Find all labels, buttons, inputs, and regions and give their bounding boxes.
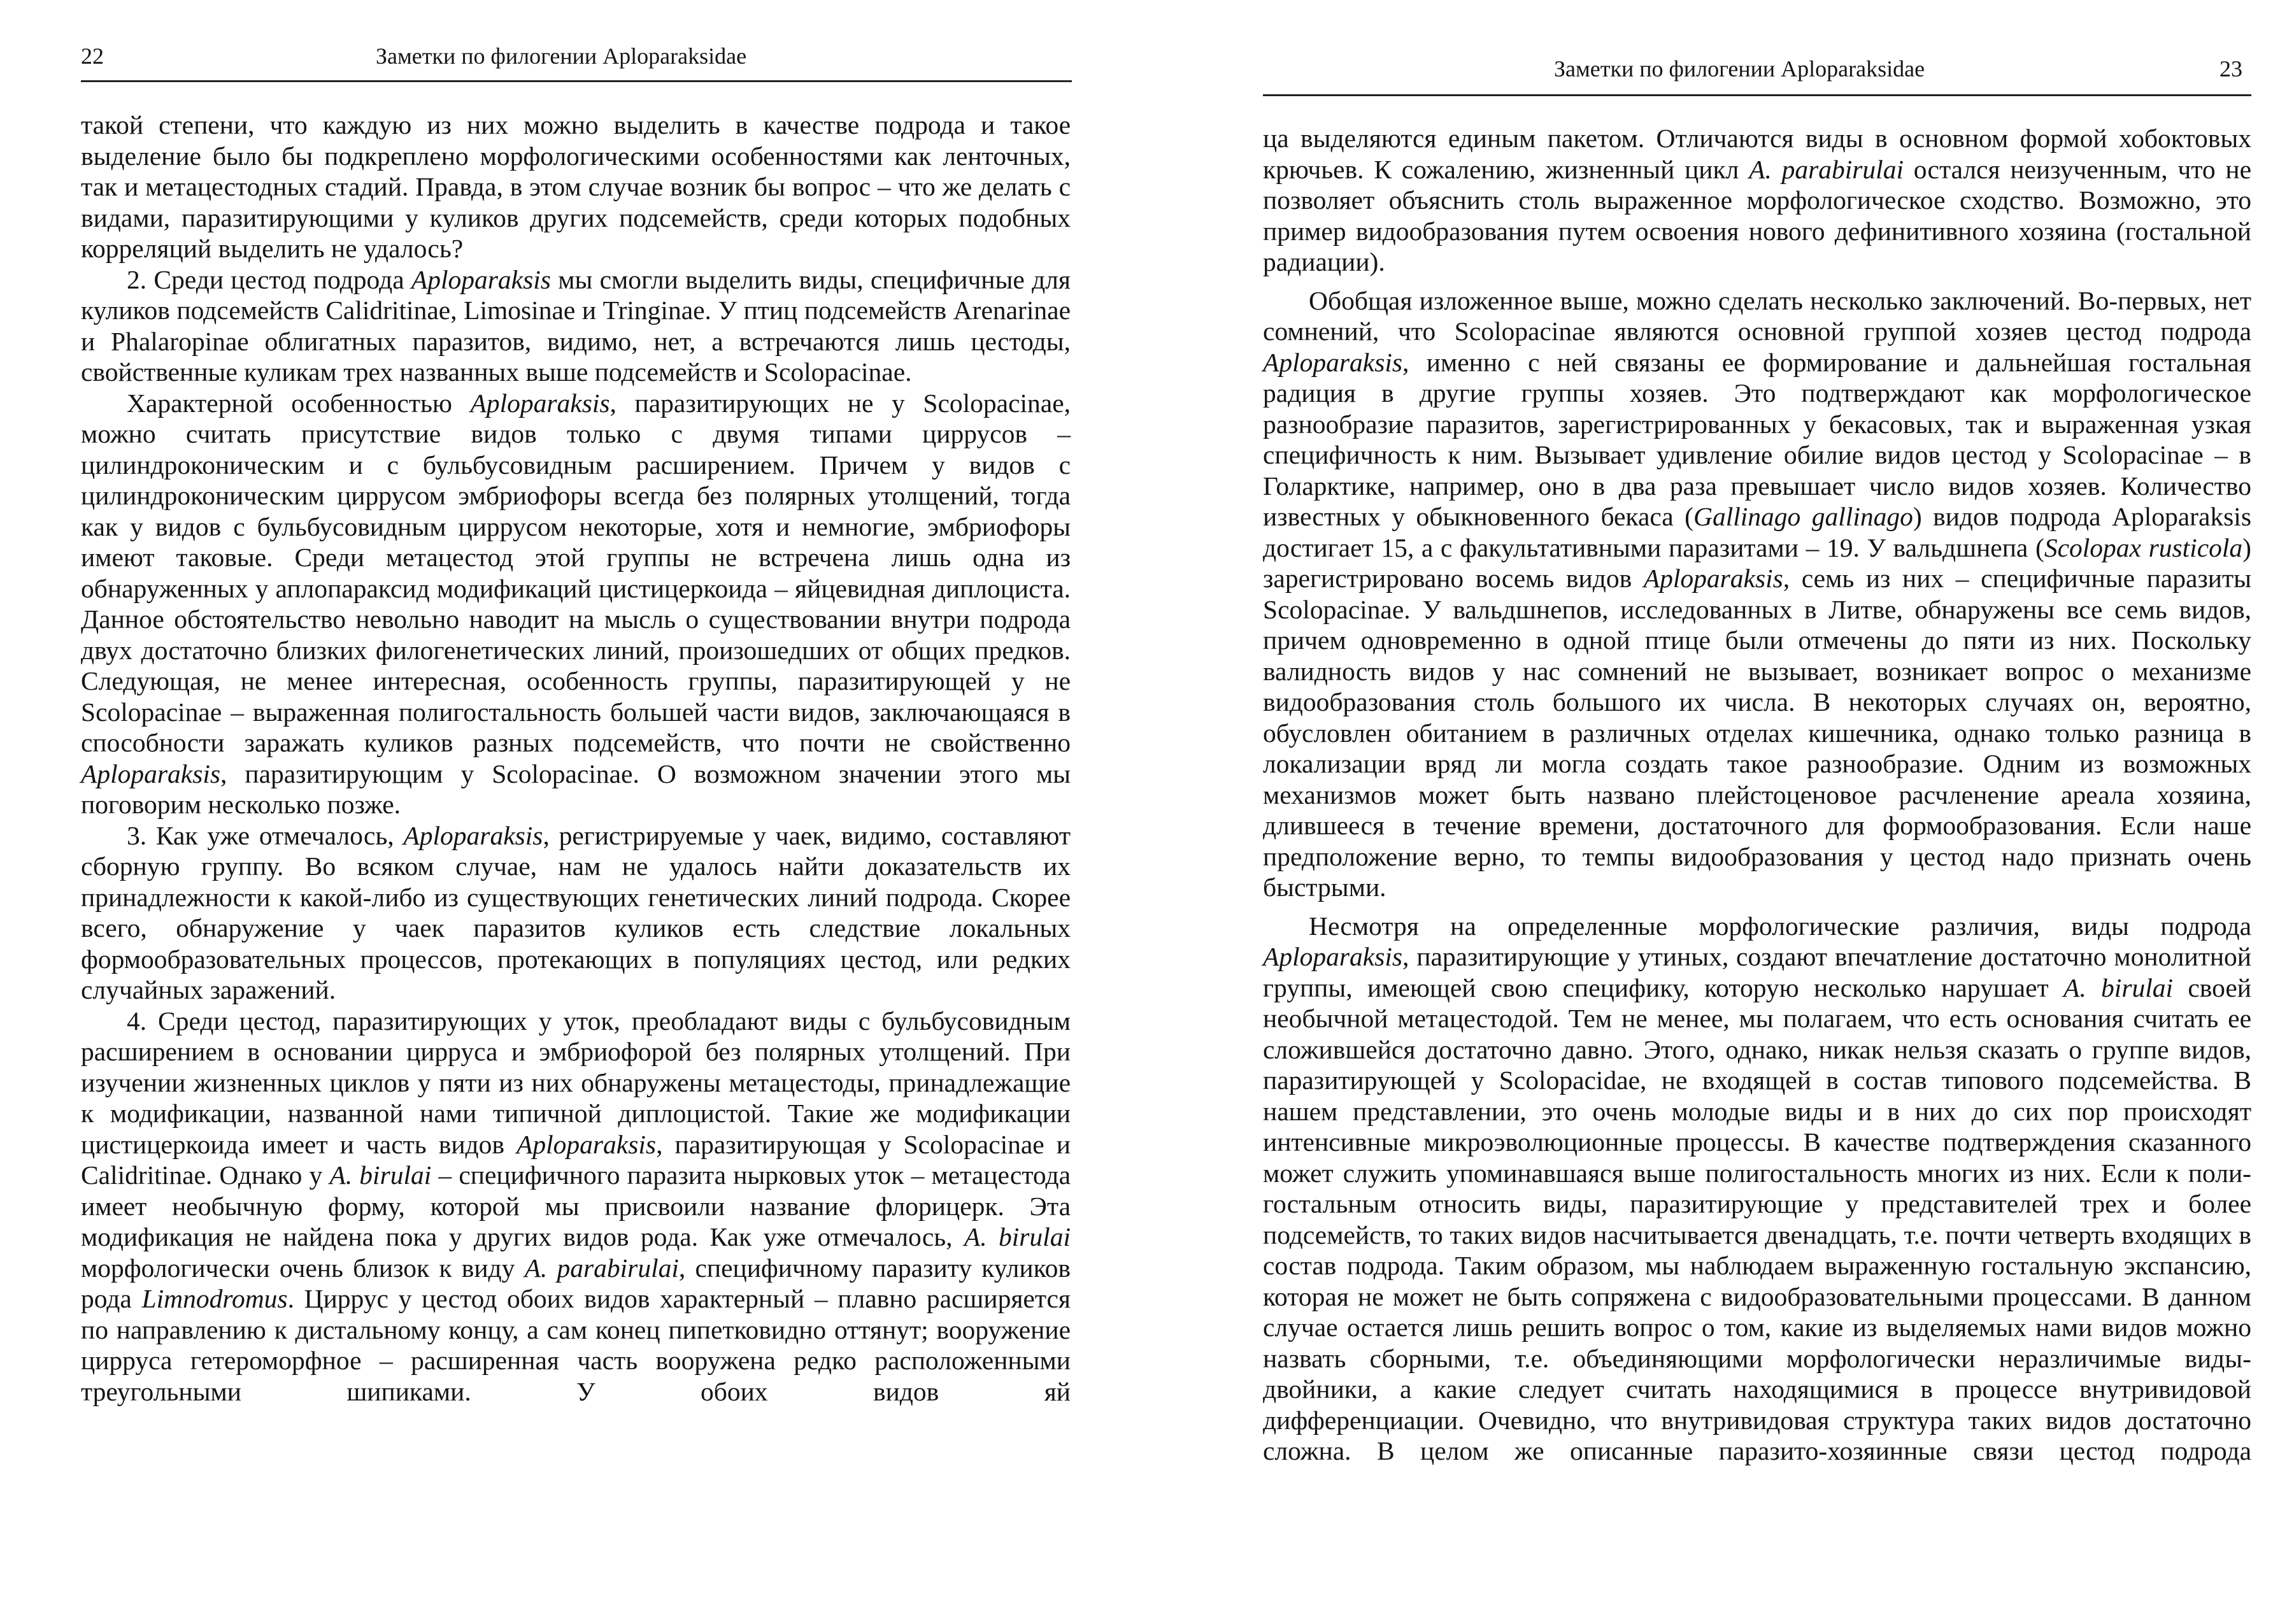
text-run: 2. Среди цестод подрода xyxy=(127,264,411,294)
italic-term: Aploparaksis xyxy=(81,759,221,788)
text-run: ) зарегистрировано восемь видов xyxy=(1263,532,2251,593)
paragraph xyxy=(81,388,1071,820)
text-run: , паразитирующая у Scolopacinae и Calidritinae. Однако у xyxy=(81,1129,1071,1190)
text-run: остался неизученным, что не позволяет объяснить столь выраженное морфологическое сходство. Возможно, это пример видообразования путем освоения нового дефинитивного хозяина (гостальной радиации). xyxy=(1263,154,2251,276)
text-run: , семь из них – специфичные паразиты Scolopacinae. У вальдшнепов, исследованных в Литве, обнаружены все семь видов, причем одновременно в одной птице были отмечены до пяти из них. Поскольку валидность видов у нас сомнений не вызывает, возникает вопрос о механизме видообразования столь большого их числа. В некоторых случаях он, вероятно, обусловлен обитанием в различных отделах кишечника, однако только разница в локализации вряд ли могла создать такое разнообразие. Одним из возможных механизмов может быть названо плейстоценовое расчленение ареала хозяина, длившееся в течение времени, достаточного для формообразования. Если наше предположение верно, то темпы видообразования у цестод надо признать очень быстрыми. xyxy=(1263,564,2251,902)
paragraph xyxy=(1263,123,2251,278)
italic-term: A. birulai xyxy=(2063,972,2174,1002)
text-run: 4. Среди цестод, паразитирующих у уток, преобладают виды с бульбусовидным расширением в основании цирруса и эмбриофорой без полярных утолщений. При изучении жизненных циклов у пяти из них обнаружены метацестоды, принадлежащие к модификации, названной нами типичной диплоцистой. Такие же модификации цистицеркоида имеет и часть видов xyxy=(81,1006,1071,1159)
italic-term: A. birulai xyxy=(329,1160,432,1190)
italic-term: A. parabirulai xyxy=(1749,154,1904,184)
paragraph xyxy=(1263,285,2251,903)
text-run: ) видов подрода Aploparaksis достигает 15, а с факультативными паразитами – 19. У вальдшнепа ( xyxy=(1263,502,2251,562)
text-run: ца выделяются единым пакетом. Отличаются виды в основном формой хобоктовых крючьев. К сожалению, жизненный цикл xyxy=(1263,124,2251,184)
text-run: Характерной особенностью xyxy=(127,388,471,418)
italic-term: Limnodromus xyxy=(141,1284,288,1313)
text-run: мы смогли выделить виды, специфичные для куликов подсемейств Calidritinae, Limosinae и Tringinae. У птиц подсемейств Arenarinae и Phalaropinae облигатных паразитов, видимо, нет, а встречаются лишь цестоды, свойственные куликам трех названных выше подсемейств и Scolopacinae. xyxy=(81,264,1071,387)
text-run: такой степени, что каждую из них можно выделить в качестве подрода и такое выделение было бы подкреплено морфологическими особенностями как ленточных, так и метацестодных стадий. Правда, в этом случае возник бы вопрос – что же делать с видами, паразитирующими у куликов других подсемейств, среди которых подобных корреляций выделить не удалось? xyxy=(81,110,1071,263)
running-head-right: Заметки по филогении Aploparaksidae xyxy=(1554,56,1925,82)
text-run: , паразитирующим у Scolopacinae. О возможном значении этого мы поговорим несколько позже. xyxy=(81,759,1071,819)
page-number-right: 23 xyxy=(2219,56,2242,82)
text-run: . Циррус у цестод обоих видов характерный – плавно расширяется по направлению к дистальному концу, а сам конец пипетковидно оттянут; вооружение цирруса гетероморфное – расширенная часть вооружена редко расположенными треугольными шипиками. У обоих видов яй xyxy=(81,1284,1071,1406)
running-head-left: Заметки по филогении Aploparaksidae xyxy=(376,43,747,69)
text-run: , именно с ней связаны ее формирование и дальнейшая гостальная радиция в другие группы хозяев. Это подтверждают как морфологическое разнообразие паразитов, зарегистрированных у бекасовых, так и выраженная узкая специфичность к ним. Вызывает удивление обилие видов цестод у Scolopacinae – в Голарктике, например, оно в два раза превышает число видов хозяев. Количество известных у обыкновенного бекаса ( xyxy=(1263,347,2251,531)
text-run: , регистрируемые у чаек, видимо, составляют сборную группу. Во всяком случае, нам не удалось найти доказательств их принадлежности к какой-либо из существующих генетических линий подрода. Скорее всего, обнаружение у чаек паразитов куликов есть следствие локальных формообразовательных процессов, протекающих в популяциях цестод, или редких случайных заражений. xyxy=(81,820,1071,1004)
header-rule-right xyxy=(1263,94,2251,96)
paragraph xyxy=(1263,911,2251,1467)
text-run: 3. Как уже отмечалось, xyxy=(127,820,404,850)
text-run: – специфичного паразита нырковых уток – метацестода имеет необычную форму, которой мы присвоили название флорицерк. Эта модификация не найдена пока у других видов рода. Как уже отмечалось, xyxy=(81,1160,1071,1251)
text-run: морфологически очень близок к виду xyxy=(81,1253,525,1283)
text-run: , паразитирующих не у Scolopacinae, можно считать присутствие видов только с двумя типами циррусов – цилиндроконическим и с бульбусовидным расширением. Причем у видов с цилиндроконическим циррусом эмбриофоры всегда без полярных утолщений, тогда как у видов с бульбусовидным циррусом некоторые, хотя и немногие, эмбриофоры имеют таковые. Среди метацестод этой группы не встречена лишь одна из обнаруженных у аплопараксид модификаций цистицеркоида – яйцевидная диплоциста. Данное обстоятельство невольно наводит на мысль о существовании внутри подрода двух достаточно близких филогенетических линий, произошедших от общих предков. Следующая, не менее интересная, особенность группы, паразитирующей у не Scolopacinae – выраженная полигостальность большей части видов, заключающаяся в способности заражать куликов разных подсемейств, что почти не свойственно xyxy=(81,388,1071,757)
italic-term: Aploparaksis xyxy=(517,1129,657,1159)
italic-term: Aploparaksis xyxy=(1643,564,1783,593)
text-run: своей необычной метацестодой. Тем не менее, мы полагаем, что есть основания считать ее сложившейся достаточно давно. Этого, однако, никак нельзя сказать о группе видов, паразитирующей у Scolopacidae, не входящей в состав типового подсемейства. В нашем представлении, это очень молодые виды и в них до сих пор происходят интенсивные микроэволюционные процессы. В качестве подтверждения сказанного может служить упоминавшаяся выше полигостальность многих из них. Если к полигостальным относить виды, паразитирующие у представителей трех и более подсемейств, то таких видов насчитывается двенадцать, т.е. почти четверть входящих в состав подрода. Таким образом, мы наблюдаем выраженную гостальную экспансию, которая не может не быть сопряжена с видообразовательными процессами. В данном случае остается лишь решить вопрос о том, какие из выделяемых нами видов можно назвать сборными, т.е. объединяющими морфологически неразличимые виды-двойники, а какие следует считать находящимися в процессе внутривидовой дифференциации. Очевидно, что внутривидовая структура таких видов достаточно сложна. В целом же описанные паразито-хозяинные связи цестод подрода xyxy=(1263,972,2251,1465)
italic-term: Aploparaksis xyxy=(403,820,543,850)
italic-term: A. parabirulai xyxy=(524,1253,679,1283)
italic-term: Aploparaksis xyxy=(1263,347,1403,377)
paragraph xyxy=(81,820,1071,1006)
text-run: Несмотря на определенные морфологические различия, виды подрода xyxy=(1309,911,2251,941)
right-page xyxy=(1140,0,2280,1624)
italic-term: A. birulai xyxy=(964,1222,1071,1251)
text-run: Обобщая изложенное выше, можно сделать несколько заключений. Во-первых, нет сомнений, что Scolopacinae являются основной группой хозяев цестод подрода xyxy=(1263,285,2251,346)
page-number-left: 22 xyxy=(81,43,104,69)
paragraph xyxy=(81,110,1071,264)
text-run: , паразитирующие у утиных, создают впечатление достаточно монолитной группы, имеющей свою специфику, которую несколько нарушает xyxy=(1263,942,2251,1002)
paragraph xyxy=(81,1006,1071,1407)
right-page-body xyxy=(1263,123,2251,1467)
header-rule-left xyxy=(81,80,1072,82)
left-page-body xyxy=(81,110,1071,1407)
paragraph xyxy=(81,264,1071,388)
italic-term: Gallinago gallinago xyxy=(1693,502,1913,531)
italic-term: Scolopax rusticola xyxy=(2044,532,2243,562)
italic-term: Aploparaksis xyxy=(411,264,551,294)
text-run: , специфичному паразиту куликов рода xyxy=(81,1253,1071,1313)
italic-term: Aploparaksis xyxy=(1263,942,1403,971)
italic-term: Aploparaksis xyxy=(470,388,610,418)
